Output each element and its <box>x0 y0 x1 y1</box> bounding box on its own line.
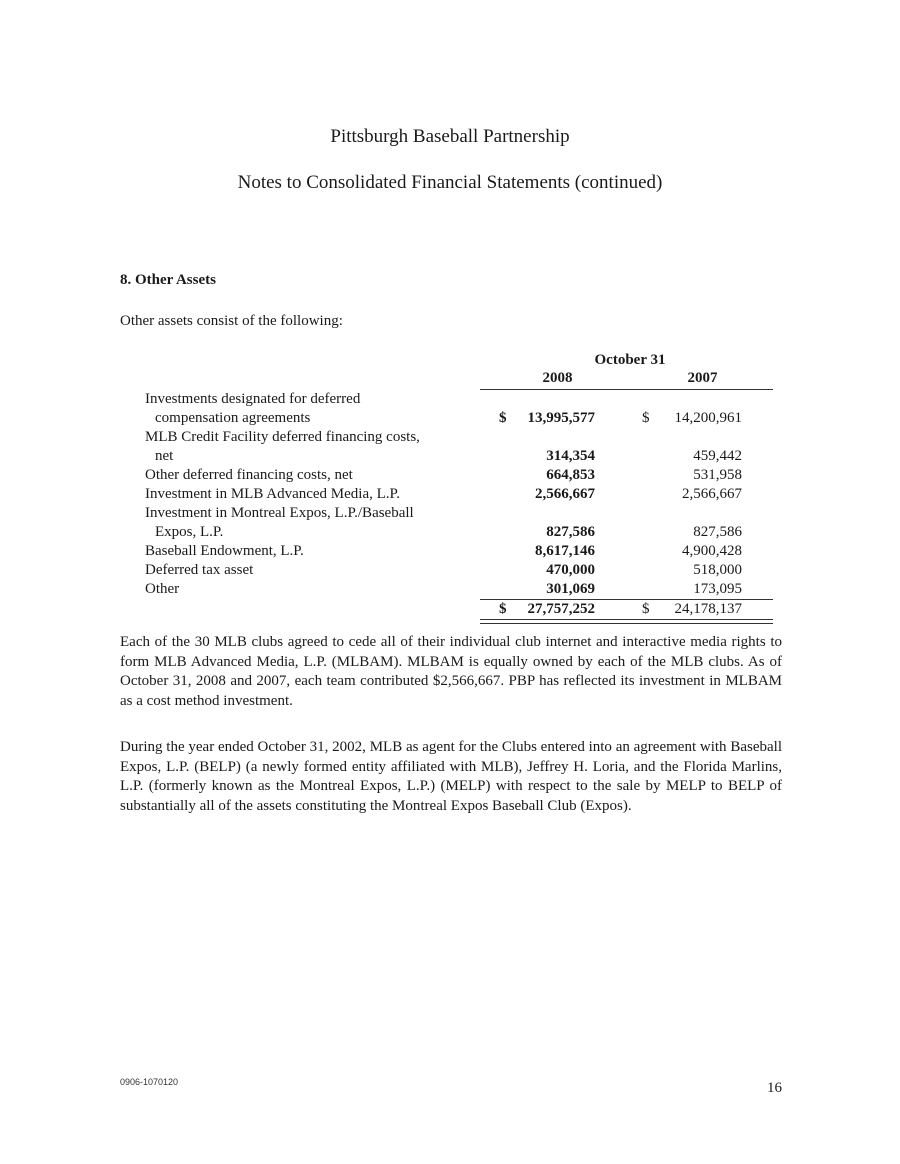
row-label-line: MLB Credit Facility deferred financing costs, <box>145 429 420 445</box>
paragraph-expos-sale: During the year ended October 31, 2002, MLB as agent for the Clubs entered into an agreement with Baseball Expos, L.P. (BELP) (a newly formed entity affiliated with MLB), Jeffrey H. Loria, and the Florida Marlins, L.P. (formerly known as the Montreal Expos, L.P.) (MELP) with respect to the sale by MELP to BELP of substantially all of the assets constituting the Montreal Expos Baseball Club (Expos). <box>120 739 782 814</box>
table-row <box>145 428 775 466</box>
column-header-2008: 2008 <box>542 370 573 386</box>
table-body <box>145 390 775 619</box>
row-label: Other deferred financing costs, net <box>145 467 353 483</box>
row-label-line: Expos, L.P. <box>155 524 224 540</box>
total-row <box>145 599 775 619</box>
value-2007: 4,900,428 <box>682 543 742 559</box>
total-2007: 24,178,137 <box>674 601 742 617</box>
value-2008: 470,000 <box>546 562 595 578</box>
row-label <box>145 428 475 466</box>
table-row <box>145 542 775 561</box>
value-2008: 13,995,577 <box>527 410 595 426</box>
value-2007: 459,442 <box>693 448 742 464</box>
value-2007: 827,586 <box>693 524 742 540</box>
document-subtitle: Notes to Consolidated Financial Statements (continued) <box>237 172 663 193</box>
table-row <box>145 561 775 580</box>
row-label-line: Investment in Montreal Expos, L.P./Baseball <box>145 505 414 521</box>
total-double-underline <box>480 619 773 624</box>
footer-document-code: 0906-1070120 <box>120 1077 179 1087</box>
row-label: Deferred tax asset <box>145 562 254 578</box>
value-2008: 8,617,146 <box>535 543 595 559</box>
value-2008: 664,853 <box>546 467 595 483</box>
currency-symbol: $ <box>499 601 507 617</box>
section-intro: Other assets consist of the following: <box>120 313 343 329</box>
row-label <box>145 390 475 428</box>
row-label <box>145 504 475 542</box>
value-2008: 314,354 <box>546 448 595 464</box>
value-2007: 173,095 <box>693 581 742 597</box>
value-2008: 827,586 <box>546 524 595 540</box>
paragraph-mlbam: Each of the 30 MLB clubs agreed to cede all of their individual club internet and interactive media rights to form MLB Advanced Media, L.P. (MLBAM). MLBAM is equally owned by each of the MLB clubs. As of October 31, 2008 and 2007, each team contributed $2,566,667. PBP has reflected its investment in MLBAM as a cost method investment. <box>120 634 782 709</box>
row-label: Other <box>145 581 180 597</box>
table-row <box>145 466 775 485</box>
value-2008: 2,566,667 <box>535 486 595 502</box>
document-title: Pittsburgh Baseball Partnership <box>330 126 570 147</box>
row-label: Baseball Endowment, L.P. <box>145 543 304 559</box>
column-header-2007: 2007 <box>687 370 718 386</box>
row-label-line: net <box>155 448 174 464</box>
value-2008: 301,069 <box>546 581 595 597</box>
row-label: Investment in MLB Advanced Media, L.P. <box>145 486 400 502</box>
row-label-line: Investments designated for deferred <box>145 391 361 407</box>
table-row <box>145 580 775 599</box>
value-2007: 14,200,961 <box>674 410 742 426</box>
row-label-line: compensation agreements <box>155 410 311 426</box>
value-2007: 518,000 <box>693 562 742 578</box>
table-row <box>145 485 775 504</box>
column-group-header: October 31 <box>594 352 666 368</box>
currency-symbol: $ <box>642 601 650 617</box>
section-heading: 8. Other Assets <box>120 272 216 288</box>
page-number: 16 <box>767 1080 782 1096</box>
currency-symbol: $ <box>642 410 650 426</box>
value-2007: 531,958 <box>693 467 742 483</box>
table-row <box>145 504 775 542</box>
table-row <box>145 390 775 428</box>
value-2007: 2,566,667 <box>682 486 742 502</box>
total-2008: 27,757,252 <box>527 601 595 617</box>
currency-symbol: $ <box>499 410 507 426</box>
